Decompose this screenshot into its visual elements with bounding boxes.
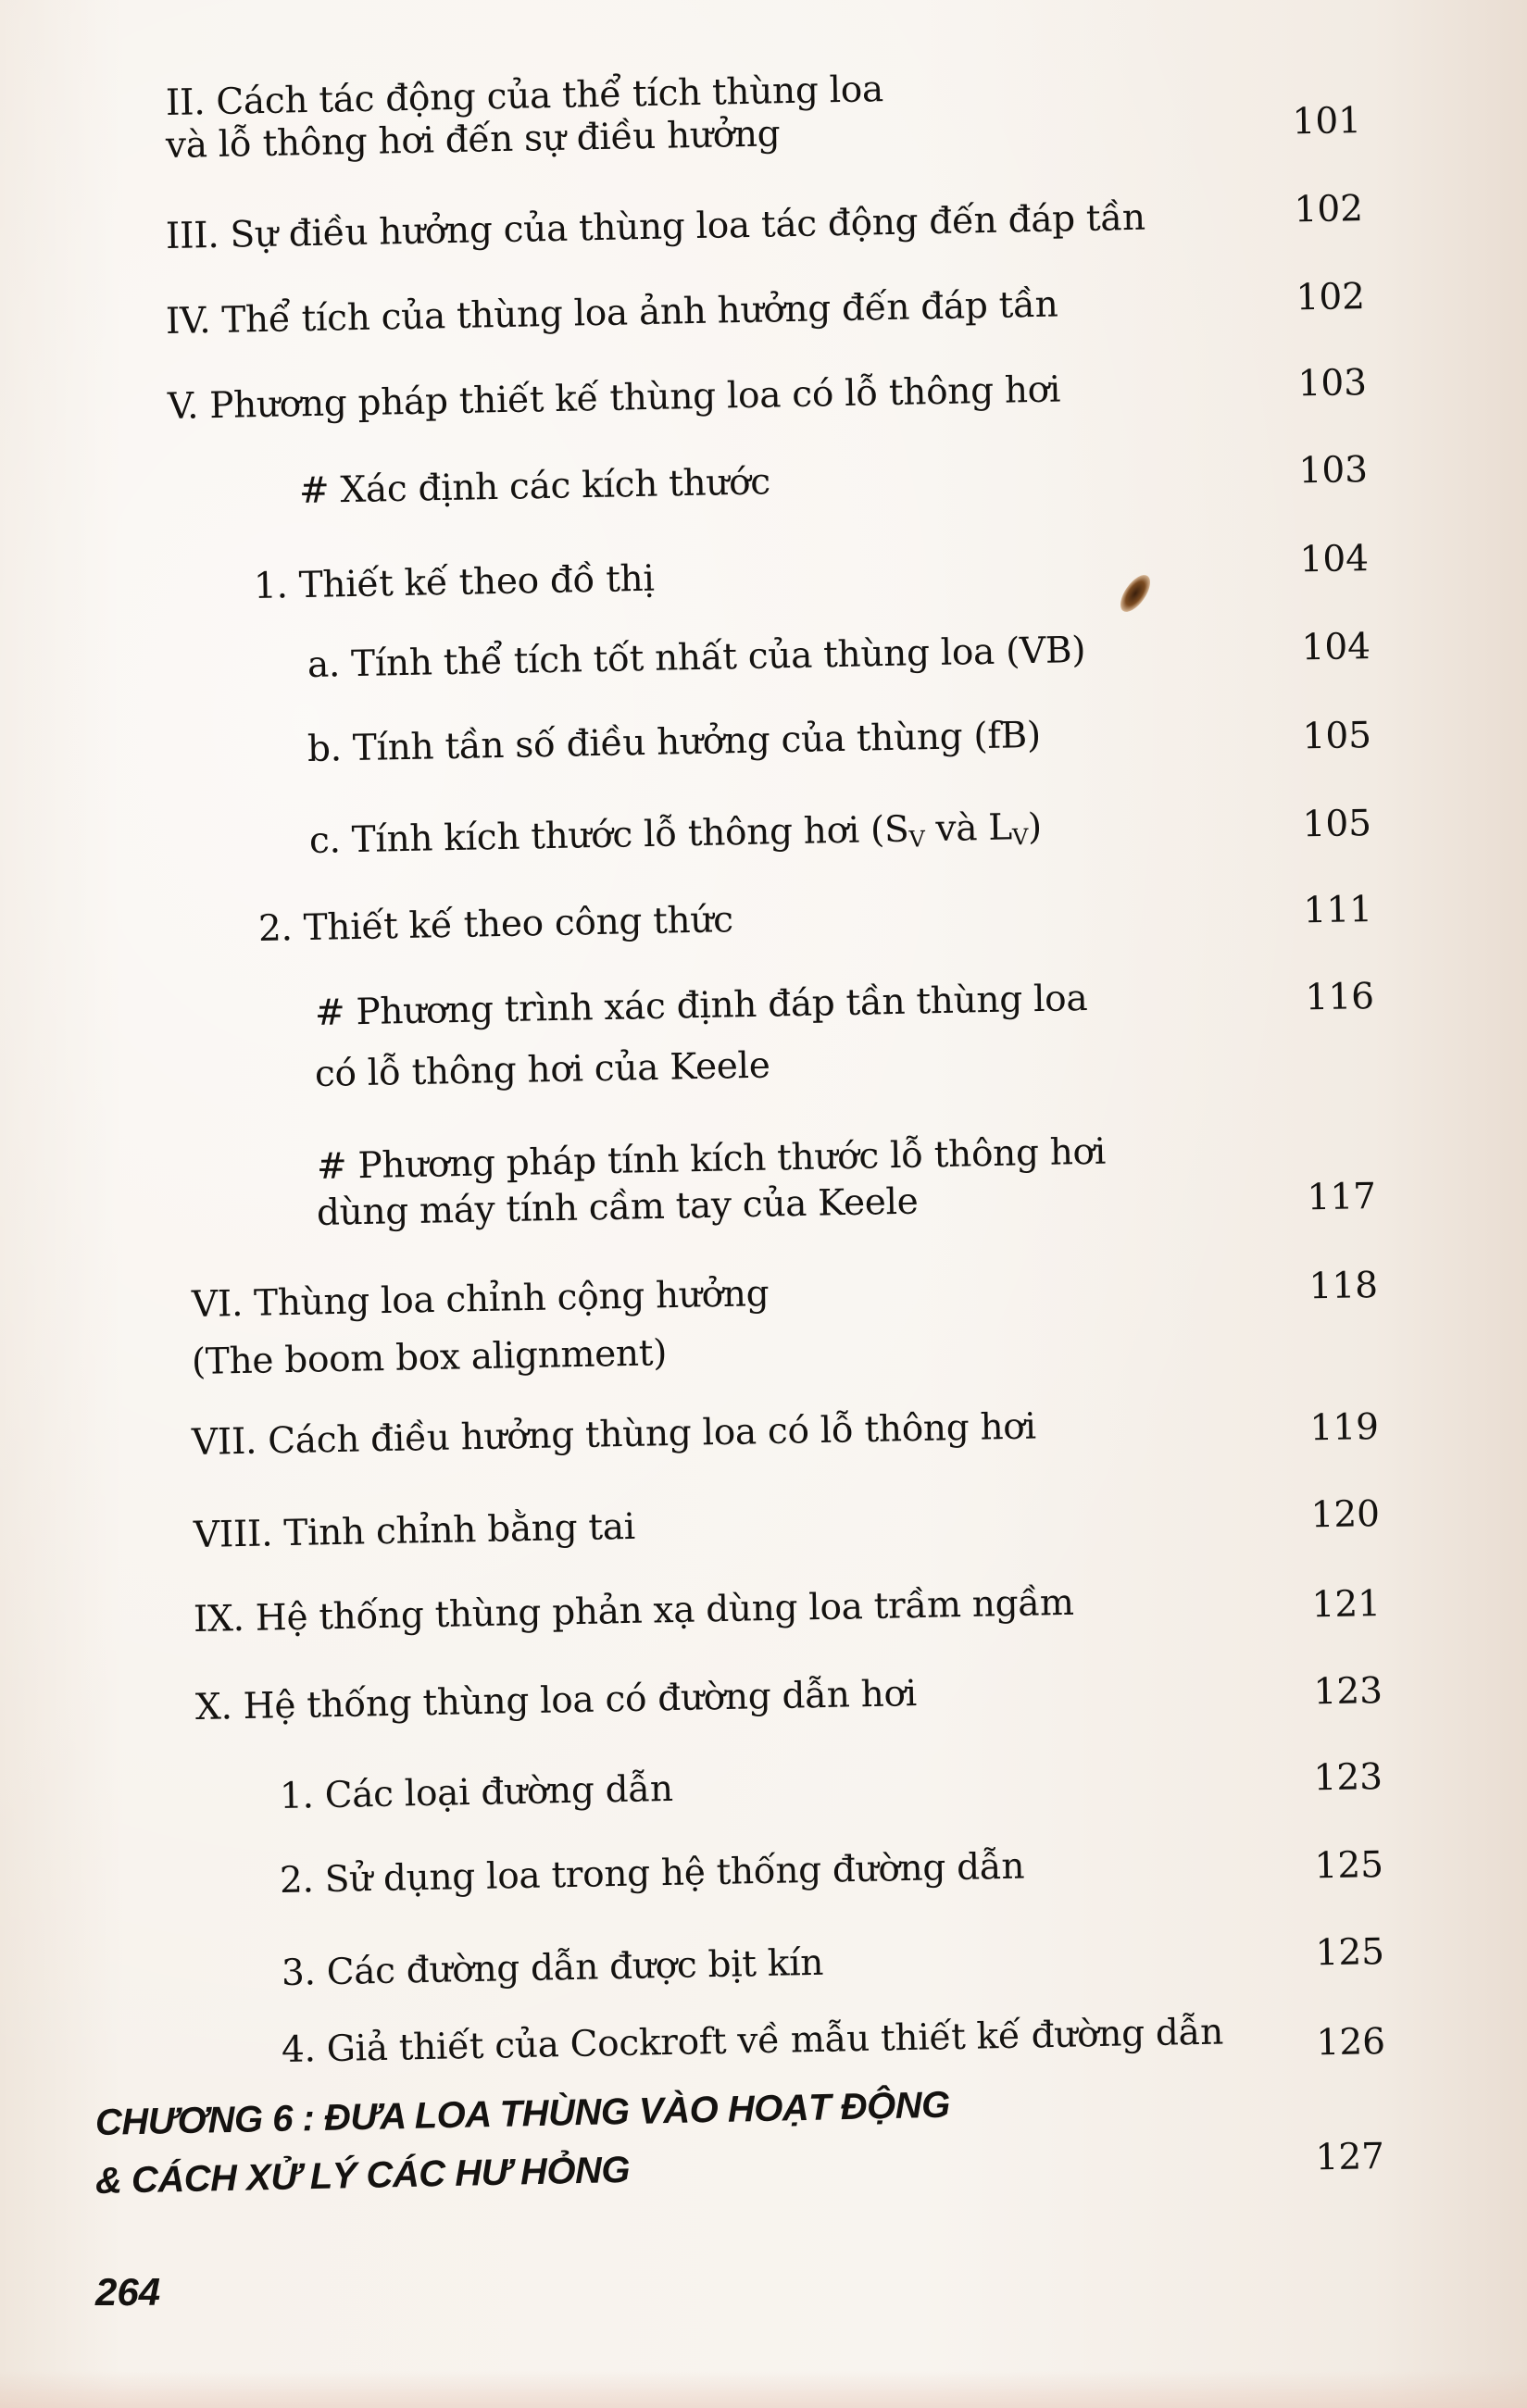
toc-page-number: 126 bbox=[1316, 2021, 1386, 2065]
toc-page-number: 118 bbox=[1308, 1265, 1379, 1308]
toc-entry-xac-dinh: # Xác định các kích thước bbox=[298, 461, 771, 512]
toc-page-number: 123 bbox=[1313, 1756, 1383, 1800]
toc-entry-v: V. Phương pháp thiết kế thùng loa có lỗ thông hơi bbox=[167, 368, 1061, 428]
chapter-heading-line-1: CHƯƠNG 6 : ĐƯA LOA THÙNG VÀO HOẠT ĐỘNG bbox=[94, 2084, 951, 2143]
toc-page-number: 103 bbox=[1297, 362, 1368, 405]
toc-entry-b: b. Tính tần số điều hưởng của thùng (fB) bbox=[307, 714, 1042, 770]
toc-entry-cac-loai-duong-dan: 1. Các loại đường dẫn bbox=[279, 1767, 674, 1817]
toc-entry-thiet-ke-do-thi: 1. Thiết kế theo đồ thị bbox=[253, 557, 655, 607]
toc-entry-x: X. Hệ thống thùng loa có đường dẫn hơi bbox=[194, 1673, 918, 1728]
toc-entry-phuong-trinh-line-2: có lỗ thông hơi của Keele bbox=[314, 1044, 770, 1095]
toc-entry-phuong-trinh-line-1: # Phương trình xác định đáp tần thùng loa bbox=[314, 977, 1088, 1034]
toc-page-number: 102 bbox=[1294, 188, 1364, 231]
toc-page-number: 116 bbox=[1305, 976, 1375, 1019]
toc-entry-c: c. Tính kích thước lỗ thông hơi ($S_V$ và $L_V$) bbox=[308, 805, 1043, 862]
toc-page-number: 119 bbox=[1309, 1406, 1380, 1450]
page-folio: 264 bbox=[95, 2270, 161, 2314]
toc-page-number: 125 bbox=[1314, 1844, 1384, 1888]
toc-page-number: 123 bbox=[1313, 1670, 1383, 1714]
toc-page-number: 104 bbox=[1301, 626, 1371, 669]
toc-entry-ii-line-1: II. Cách tác động của thể tích thùng loa bbox=[165, 69, 884, 124]
toc-page-number: 111 bbox=[1303, 889, 1373, 932]
toc-page-number: 105 bbox=[1302, 715, 1372, 758]
toc-page-number: 104 bbox=[1299, 538, 1370, 581]
toc-page-number: 101 bbox=[1292, 100, 1362, 143]
toc-page-number: 121 bbox=[1311, 1583, 1382, 1627]
toc-entry-phuong-phap-line-1: # Phương pháp tính kích thước lỗ thông hơi bbox=[316, 1130, 1107, 1188]
toc-entry-a: a. Tính thể tích tốt nhất của thùng loa (VB) bbox=[307, 629, 1086, 686]
toc-entry-iv: IV. Thể tích của thùng loa ảnh hưởng đến đáp tần bbox=[165, 283, 1058, 343]
toc-entry-viii: VIII. Tinh chỉnh bằng tai bbox=[193, 1505, 636, 1556]
toc-entry-su-dung-loa: 2. Sử dụng loa trong hệ thống đường dẫn bbox=[279, 1845, 1025, 1902]
toc-page-number: 102 bbox=[1295, 276, 1366, 319]
toc-entry-phuong-phap-line-2: dùng máy tính cầm tay của Keele bbox=[316, 1180, 919, 1234]
paper-stain bbox=[1115, 570, 1156, 617]
toc-entry-gia-thiet-cockroft: 4. Giả thiết của Cockroft về mẫu thiết kế đường dẫn bbox=[281, 2011, 1224, 2071]
toc-entry-thiet-ke-cong-thuc: 2. Thiết kế theo công thức bbox=[257, 899, 734, 950]
toc-page-number: 125 bbox=[1315, 1931, 1385, 1975]
toc-entry-vi-line-2: (The boom box alignment) bbox=[191, 1332, 668, 1383]
toc-entry-iii: III. Sự điều hưởng của thùng loa tác động đến đáp tần bbox=[165, 196, 1146, 257]
toc-entry-vi-line-1: VI. Thùng loa chỉnh cộng hưởng bbox=[191, 1273, 770, 1326]
toc-entry-ii-line-2: và lỗ thông hơi đến sự điều hưởng bbox=[165, 113, 781, 167]
toc-page-number: 103 bbox=[1298, 449, 1369, 493]
toc-entry-ix: IX. Hệ thống thùng phản xạ dùng loa trầm ngầm bbox=[193, 1581, 1074, 1641]
chapter-heading-line-2: & CÁCH XỬ LÝ CÁC HƯ HỎNG bbox=[94, 2149, 631, 2202]
chapter-page-number: 127 bbox=[1315, 2136, 1385, 2179]
toc-entry-vii: VII. Cách điều hưởng thùng loa có lỗ thông hơi bbox=[191, 1405, 1037, 1464]
toc-page-number: 105 bbox=[1302, 803, 1372, 846]
toc-entry-duong-dan-bit-kin: 3. Các đường dẫn được bịt kín bbox=[281, 1941, 824, 1994]
toc-page-number: 117 bbox=[1307, 1176, 1377, 1219]
toc-page-number: 120 bbox=[1310, 1493, 1381, 1537]
